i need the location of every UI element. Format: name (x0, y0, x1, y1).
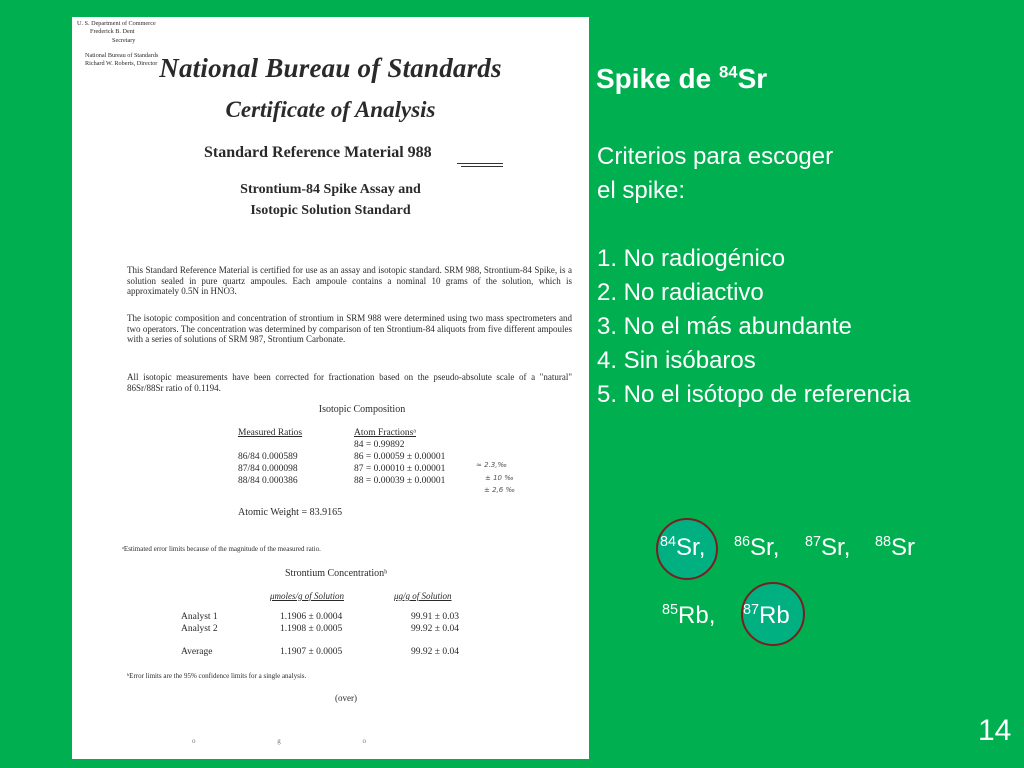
criteria-item: 4. Sin isóbaros (597, 347, 756, 374)
header-line: National Bureau of Standards (85, 52, 159, 59)
header-line: Richard W. Roberts, Director (85, 60, 158, 67)
isotope-symbol: Sr (891, 534, 916, 561)
handwritten-note: ≈ 2.3,‰ (476, 461, 507, 469)
isotopic-composition-heading: Isotopic Composition (318, 404, 406, 415)
concentration-heading: Strontium Concentrationᵇ (285, 568, 388, 579)
srm-title: Standard Reference Material 988 (204, 144, 432, 161)
isotope-separator: , (708, 602, 716, 629)
isotope-sr88 (875, 534, 915, 562)
isotope-sr87 (805, 534, 850, 562)
isotope-separator: , (698, 534, 706, 561)
isotope-mass: 85 (662, 602, 679, 619)
assay-title: Strontium-84 Spike Assay and (240, 182, 421, 197)
isotope-sr84 (660, 534, 705, 562)
criteria-item: 3. No el más abundante (597, 313, 852, 340)
criteria-intro: Criterios para escoger (597, 143, 834, 170)
measured-ratio: 86/84 0.000589 (238, 452, 298, 462)
handwritten-note: ± 2,6 ‰ (484, 486, 515, 494)
isotope-symbol: Sr (821, 534, 844, 561)
ug-value: 99.92 ± 0.04 (411, 624, 459, 634)
footer-marks: o g o (192, 737, 406, 745)
isotope-separator: , (772, 534, 780, 561)
header-line: Secretary (112, 37, 136, 44)
isotope-mass: 87 (743, 602, 760, 619)
umol-value: 1.1906 ± 0.0004 (280, 612, 343, 622)
slide-title (596, 63, 767, 95)
criteria-item: 2. No radiactivo (597, 279, 764, 306)
certificate-title: National Bureau of Standards (159, 53, 502, 83)
paragraph: The isotopic composition and concentration of strontium in SRM 988 were determined using two mass spectrometers and two operators. The concentration was determined by comparison of ten Strontium-84 aliquots from five different ampoules with a series of solutions of SRM 987, Strontium Carbonate. (127, 313, 572, 345)
paragraph: All isotopic measurements have been corrected for fractionation based on the pseudo-absolute scale of a "natural" 86Sr/88Sr ratio of 0.1194. (127, 372, 572, 393)
page-number: 14 (978, 714, 1012, 747)
title-suffix: Sr (737, 63, 768, 94)
measured-ratio: 88/84 0.000386 (238, 476, 298, 486)
measured-ratios-header: Measured Ratios (238, 428, 303, 438)
atom-fraction: 88 = 0.00039 ± 0.00001 (354, 476, 446, 486)
footnote-a: ᵃEstimated error limits because of the magnitude of the measured ratio. (122, 545, 321, 553)
isotope-symbol: Sr (750, 534, 773, 561)
atomic-weight: Atomic Weight = 83.9165 (238, 507, 343, 518)
analyst-label: Average (181, 647, 213, 657)
criteria-item: 1. No radiogénico (597, 245, 786, 272)
srm-underline (461, 166, 503, 167)
umol-value: 1.1908 ± 0.0005 (280, 624, 343, 634)
assay-title: Isotopic Solution Standard (250, 203, 411, 218)
certificate-scan (72, 17, 589, 759)
title-superscript: 84 (718, 62, 738, 82)
atom-fraction: 87 = 0.00010 ± 0.00001 (354, 464, 446, 474)
footnote-b: ᵇError limits are the 95% confidence limits for a single analysis. (127, 672, 307, 680)
umol-value: 1.1907 ± 0.0005 (280, 647, 343, 657)
atom-fraction: 84 = 0.99892 (354, 440, 405, 450)
isotope-mass: 86 (734, 534, 751, 551)
isotope-symbol: Sr (676, 534, 699, 561)
certificate-subtitle: Certificate of Analysis (225, 97, 436, 122)
analyst-label: Analyst 1 (181, 612, 218, 622)
ug-value: 99.92 ± 0.04 (411, 647, 459, 657)
isotope-symbol: Rb (678, 602, 709, 629)
analyst-label: Analyst 2 (181, 624, 218, 634)
atom-fraction: 86 = 0.00059 ± 0.00001 (354, 452, 446, 462)
isotope-mass: 88 (875, 534, 892, 551)
isotope-sr86 (734, 534, 779, 562)
handwritten-note: ± 10 ‰ (485, 474, 514, 482)
over-label: (over) (335, 693, 357, 703)
ug-value: 99.91 ± 0.03 (411, 612, 459, 622)
concentration-col-umol: μmoles/g of Solution (270, 591, 345, 601)
atom-fractions-header: Atom Fractionsᵃ (354, 428, 416, 438)
isotope-symbol: Rb (759, 602, 790, 629)
criteria-intro: el spike: (597, 177, 686, 204)
isotope-separator: , (843, 534, 851, 561)
srm-underline (457, 163, 503, 164)
criteria-item: 5. No el isótopo de referencia (597, 381, 911, 408)
concentration-col-ug: μg/g of Solution (394, 591, 452, 601)
paragraph: This Standard Reference Material is certified for use as an assay and isotopic standard. SRM 988, Strontium-84 Spike, is a solution sealed in pure quartz ampoules. Each ampoule contains a nominal 10 grams of the solution, which is approximately 0.5N in HNO3. (127, 265, 572, 297)
isotope-mass: 87 (805, 534, 822, 551)
header-line: Frederick B. Dent (90, 28, 135, 35)
title-prefix: Spike de (596, 63, 719, 94)
header-line: U. S. Department of Commerce (77, 20, 156, 27)
isotope-mass: 84 (660, 534, 677, 551)
isotope-rb87 (743, 602, 790, 630)
isotope-rb85 (662, 602, 715, 630)
measured-ratio: 87/84 0.000098 (238, 464, 298, 474)
